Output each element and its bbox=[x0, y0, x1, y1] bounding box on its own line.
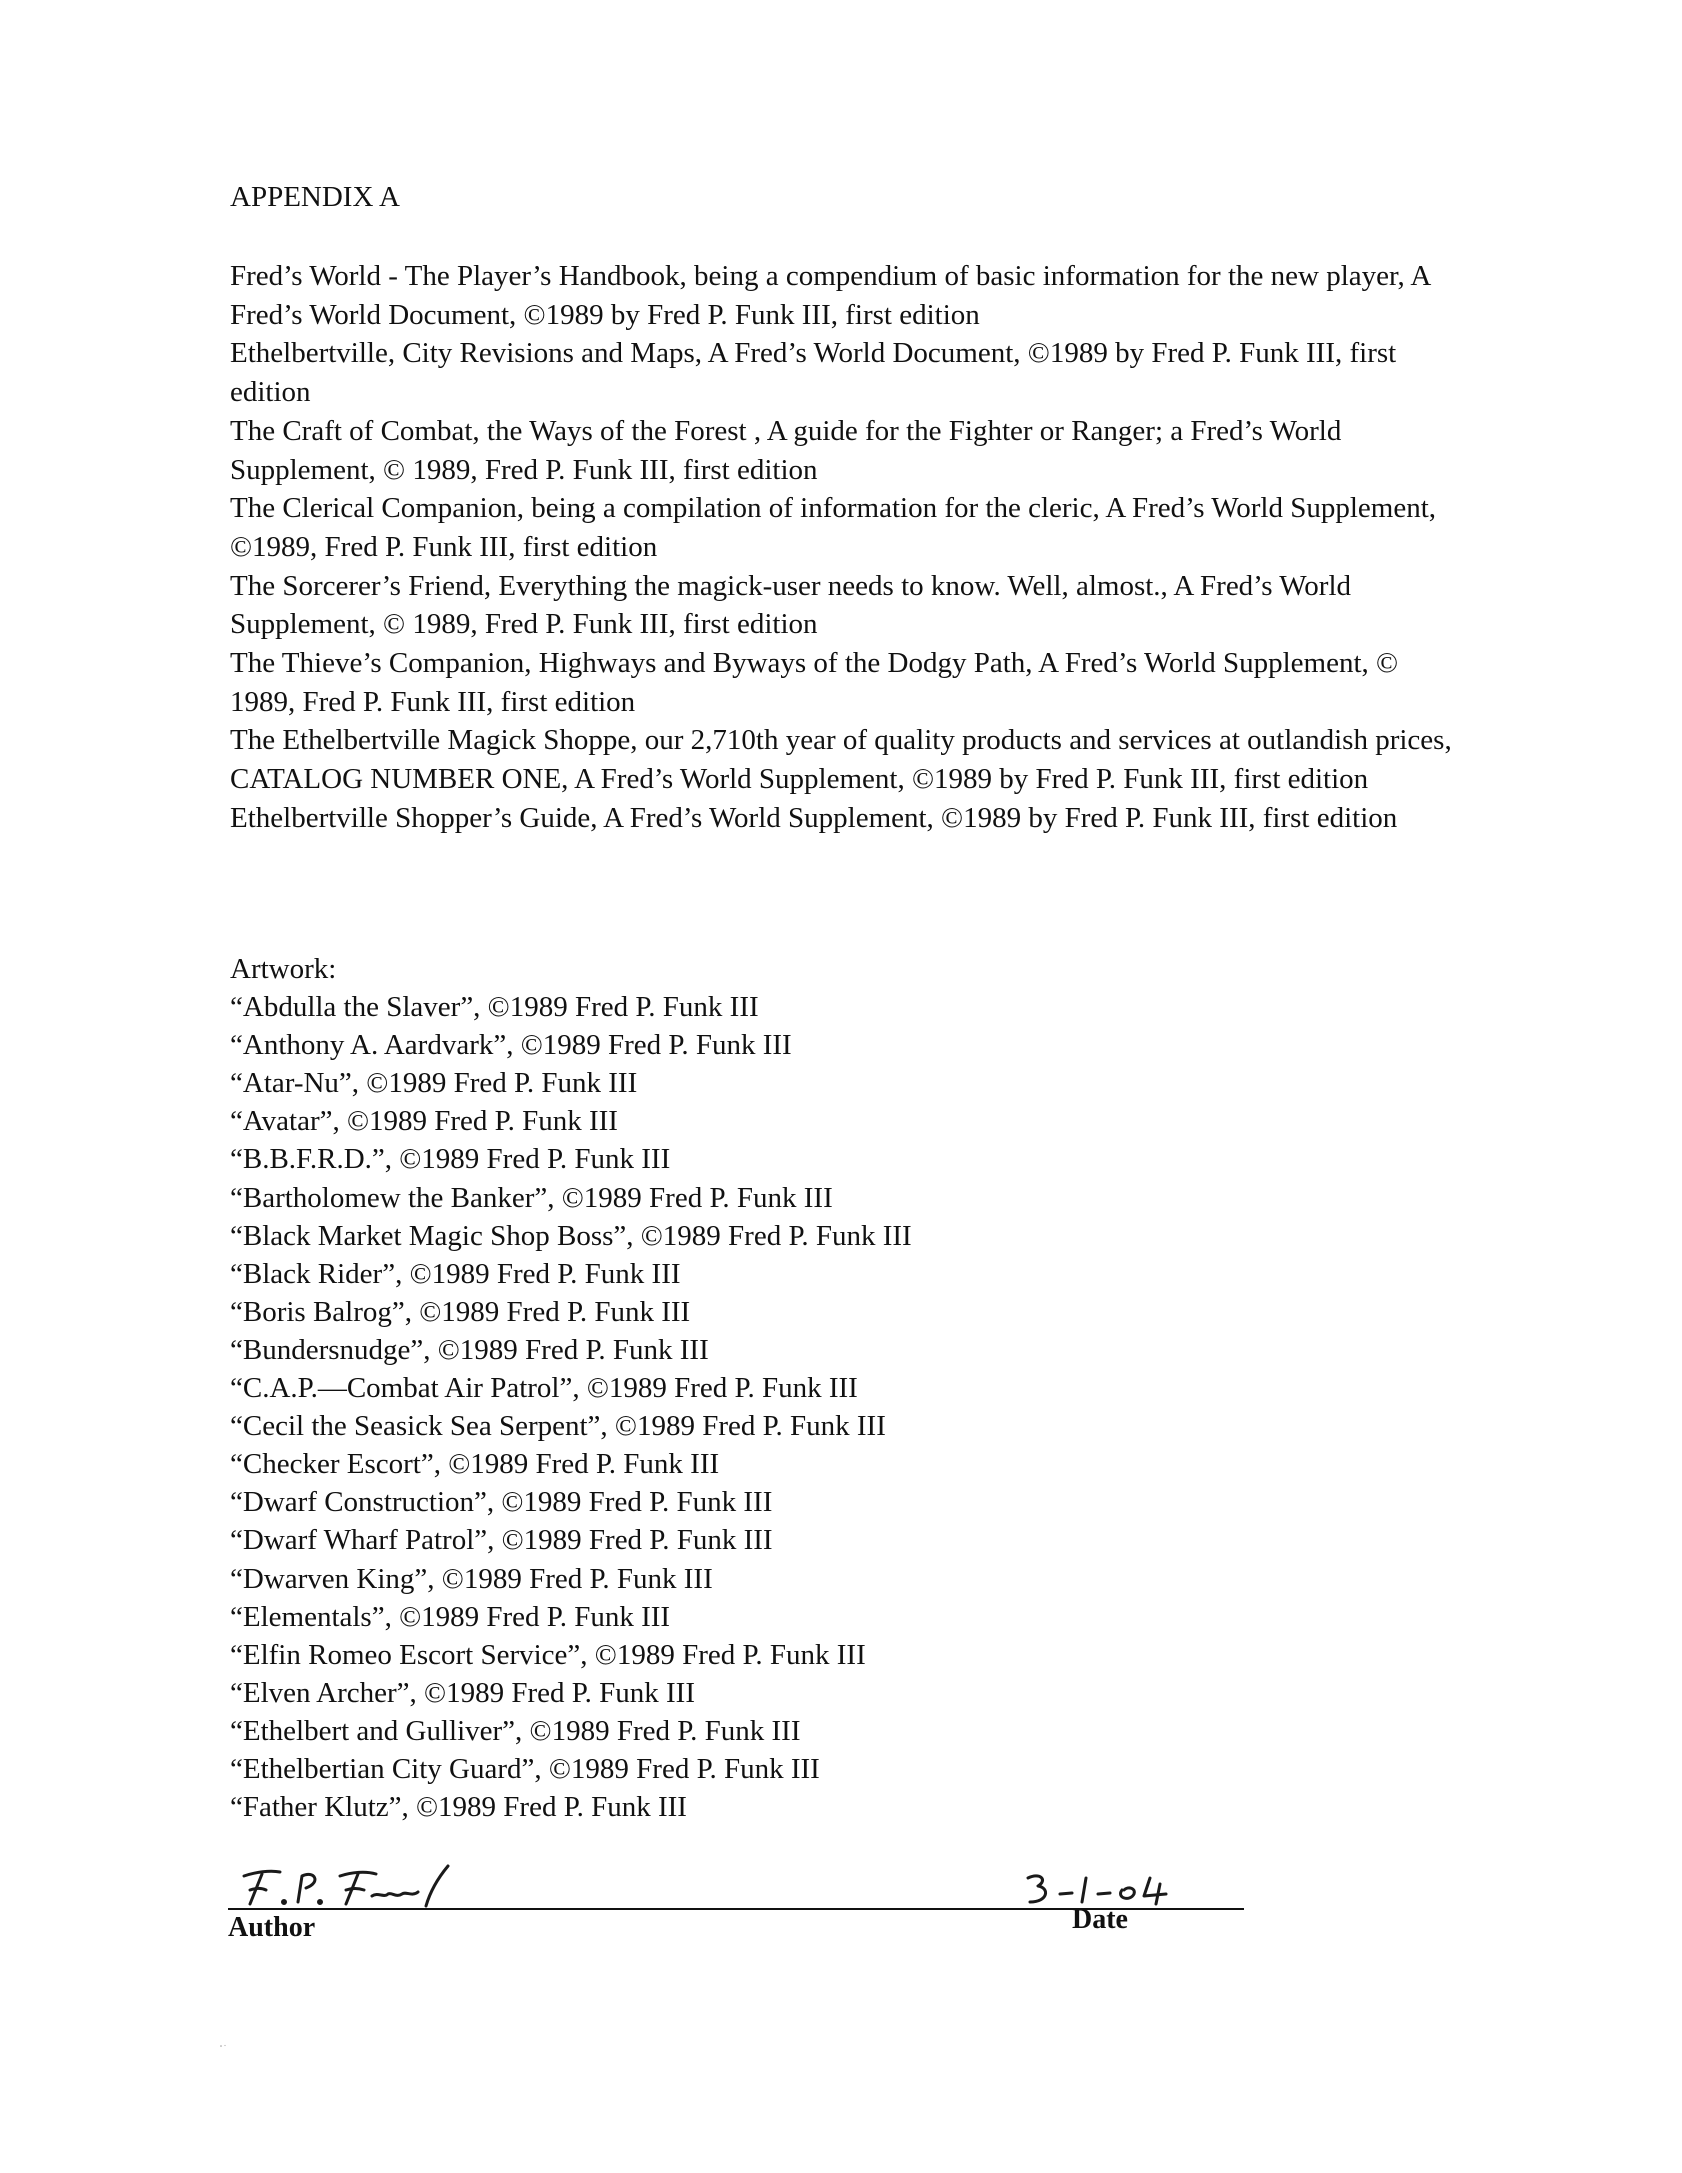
artwork-list bbox=[230, 988, 1460, 1826]
artwork-item: “Abdulla the Slaver”, ©1989 Fred P. Funk III bbox=[230, 991, 759, 1024]
artwork-item: “Boris Balrog”, ©1989 Fred P. Funk III bbox=[230, 1295, 691, 1328]
artwork-item: “C.A.P.—Combat Air Patrol”, ©1989 Fred P. Funk III bbox=[230, 1372, 858, 1405]
document-entry: The Clerical Companion, being a compilation of information for the cleric, A Fred’s World Supplement, ©1989, Fred P. Funk III, first edition bbox=[230, 492, 1437, 563]
author-signature-line bbox=[228, 1908, 1028, 1910]
artwork-item: “Black Market Magic Shop Boss”, ©1989 Fred P. Funk III bbox=[230, 1219, 912, 1252]
artwork-item: “Father Klutz”, ©1989 Fred P. Funk III bbox=[230, 1791, 687, 1824]
artwork-item: “Anthony A. Aardvark”, ©1989 Fred P. Funk III bbox=[230, 1029, 792, 1062]
artwork-item: “Bartholomew the Banker”, ©1989 Fred P. Funk III bbox=[230, 1181, 833, 1214]
document-entry: Ethelbertville Shopper’s Guide, A Fred’s World Supplement, ©1989 by Fred P. Funk III, first edition bbox=[230, 801, 1398, 834]
document-entry: Fred’s World - The Player’s Handbook, being a compendium of basic information for the new player, A Fred’s World Document, ©1989 by Fred P. Funk III, first edition bbox=[230, 260, 1430, 331]
artwork-item: “Dwarf Construction”, ©1989 Fred P. Funk III bbox=[230, 1486, 773, 1519]
artwork-item: “Elven Archer”, ©1989 Fred P. Funk III bbox=[230, 1676, 695, 1709]
appendix-heading: APPENDIX A bbox=[230, 181, 400, 213]
artwork-item: “Avatar”, ©1989 Fred P. Funk III bbox=[230, 1105, 618, 1138]
documents-list bbox=[230, 257, 1460, 838]
author-label: Author bbox=[228, 1912, 316, 1943]
document-entry: The Craft of Combat, the Ways of the Forest , A guide for the Fighter or Ranger; a Fred’s World Supplement, © 1989, Fred P. Funk III, first edition bbox=[230, 414, 1342, 486]
artwork-item: “Elfin Romeo Escort Service”, ©1989 Fred P. Funk III bbox=[230, 1638, 866, 1671]
document-entry: The Thieve’s Companion, Highways and Byways of the Dodgy Path, A Fred’s World Supplement, © 1989, Fred P. Funk III, first edition bbox=[230, 647, 1399, 718]
artwork-item: “Bundersnudge”, ©1989 Fred P. Funk III bbox=[230, 1333, 709, 1366]
artwork-item: “Ethelbertian City Guard”, ©1989 Fred P. Funk III bbox=[230, 1752, 820, 1785]
date-signature-line bbox=[1012, 1908, 1244, 1910]
artwork-item: “Atar-Nu”, ©1989 Fred P. Funk III bbox=[230, 1067, 638, 1100]
artwork-item: “Dwarven King”, ©1989 Fred P. Funk III bbox=[230, 1562, 713, 1595]
author-signature bbox=[236, 1862, 476, 1912]
document-entry: The Sorcerer’s Friend, Everything the magick-user needs to know. Well, almost., A Fred’s World Supplement, © 1989, Fred P. Funk III, first edition bbox=[230, 569, 1352, 641]
document-entry: The Ethelbertville Magick Shoppe, our 2,710th year of quality products and services at outlandish prices, CATALOG NUMBER ONE, A Fred’s World Supplement, ©1989 by Fred P. Funk III, first edition bbox=[230, 724, 1452, 796]
artwork-item: “Dwarf Wharf Patrol”, ©1989 Fred P. Funk III bbox=[230, 1524, 773, 1557]
artwork-item: “Elementals”, ©1989 Fred P. Funk III bbox=[230, 1600, 671, 1633]
date-label: Date bbox=[1072, 1904, 1128, 1935]
scan-speck bbox=[218, 2044, 228, 2048]
artwork-label: Artwork: bbox=[230, 953, 337, 985]
artwork-item: “Cecil the Seasick Sea Serpent”, ©1989 Fred P. Funk III bbox=[230, 1410, 886, 1443]
artwork-item: “Black Rider”, ©1989 Fred P. Funk III bbox=[230, 1257, 681, 1290]
artwork-item: “Checker Escort”, ©1989 Fred P. Funk III bbox=[230, 1448, 720, 1481]
artwork-item: “Ethelbert and Gulliver”, ©1989 Fred P. Funk III bbox=[230, 1714, 801, 1747]
document-entry: Ethelbertville, City Revisions and Maps, A Fred’s World Document, ©1989 by Fred P. Funk III, first edition bbox=[230, 337, 1397, 409]
artwork-section bbox=[230, 950, 1460, 1826]
artwork-item: “B.B.F.R.D.”, ©1989 Fred P. Funk III bbox=[230, 1143, 671, 1176]
